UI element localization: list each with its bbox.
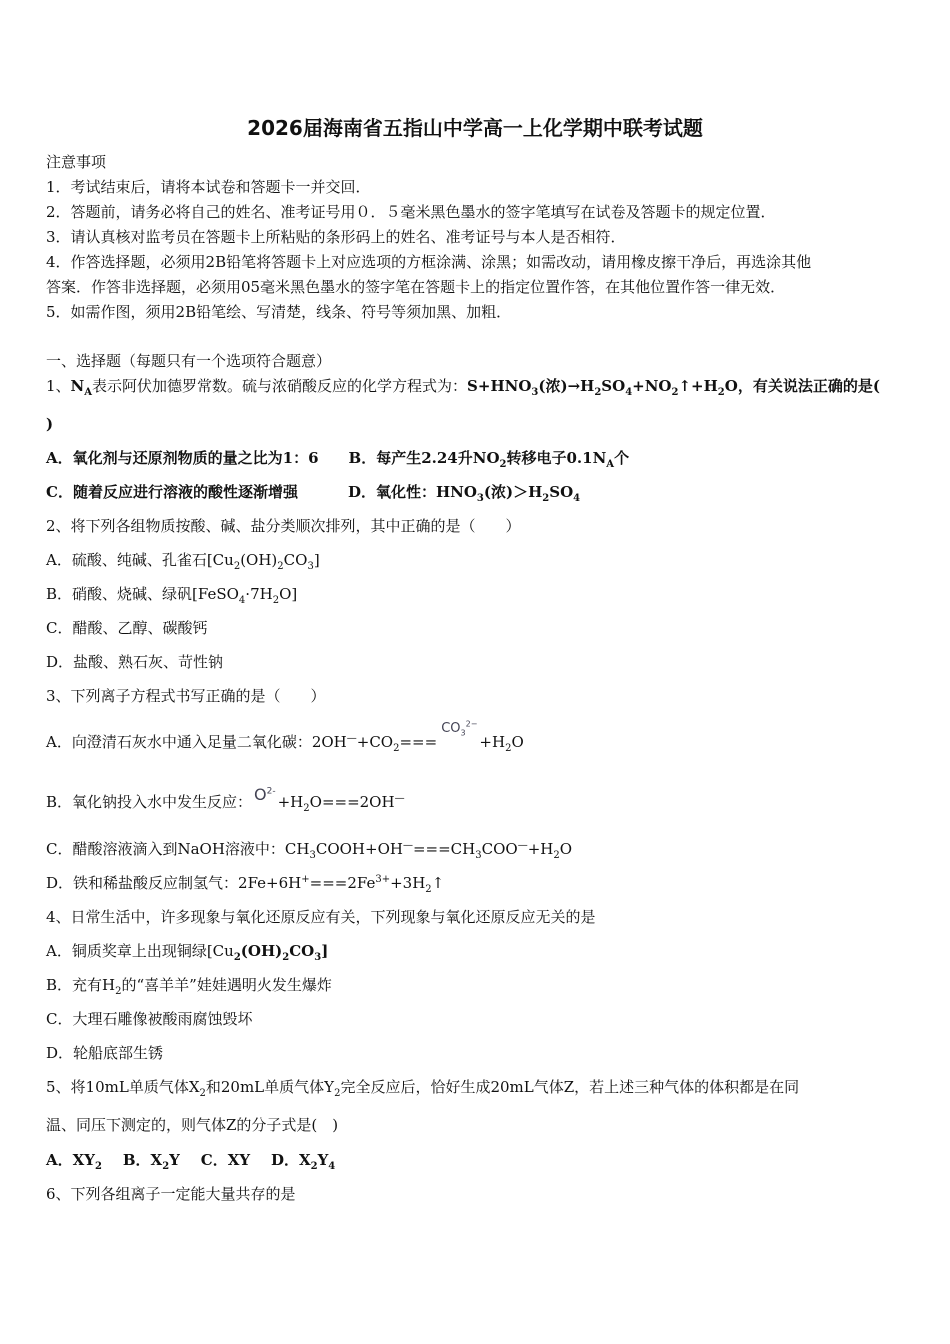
option-d: D．轮船底部生锈 [46,1044,164,1062]
option-b: B．充有$H_2$的“喜羊羊”娃娃遇明火发生爆炸 [46,976,332,997]
option-c: C．醋酸溶液滴入到NaOH溶液中：$CH_3COOH+OH^—===CH_3COO^—+H_2O$ [46,840,573,861]
option-a: A．向澄清石灰水中通入足量二氧化碳：$2OH^—+CO_2===CO_3^{2-}+H_2O$ [46,719,524,754]
option-c: C．醋酸、乙醇、碳酸钙 [46,619,208,637]
page-title: 2026届海南省五指山中学高一上化学期中联考试题 [247,116,703,140]
question-5-stem: 5、将10mL单质气体$X_2$和20mL单质气体$Y_2$完全反应后，恰好生成20mL气体Z，若上述三种气体的体积都是在同 [46,1078,800,1099]
question-1-stem: 1、$N_A$表示阿伏加德罗常数。硫与浓硝酸反应的化学方程式为：$S+HNO_3$(浓)$\to H_2SO_4+NO_2↑+H_2O$，有关说法正确的是( [46,377,880,398]
question-3-stem: 3、下列离子方程式书写正确的是（ ） [46,687,326,705]
question-2-stem: 2、将下列各组物质按酸、碱、盐分类顺次排列，其中正确的是（ ） [46,517,521,535]
option-b: B．氧化钠投入水中发生反应： $O^{2-}+H_2O===2OH^—$ [46,785,405,814]
option-b: B．每产生2.24升$NO_2$转移电子$0.1N_A$个 [348,449,630,470]
notice-item: 2．答题前，请务必将自己的姓名、准考证号用０．５毫米黑色墨水的签字笔填写在试卷及答题卡的规定位置． [46,203,776,221]
option-d: D．氧化性：$HNO_3$(浓)$>H_2SO_4$ [347,483,581,504]
question-1-options-ab [46,448,629,468]
option-b: B．$X_2Y$ [122,1151,180,1172]
notice-item: 5．如需作图，须用2B铅笔绘、写清楚，线条、符号等须加黑、加粗． [46,303,512,321]
notice-item: 答案．作答非选择题，必须用05毫米黑色墨水的签字笔在答题卡上的指定位置作答，在其他位置作答一律无效． [46,278,786,296]
option-a: A．铜质奖章上出现铜绿$[Cu_2(OH)_2CO_3]$ [46,942,329,963]
question-5-stem-cont: 温、同压下测定的，则气体Z的分子式是( ) [46,1116,339,1134]
option-d: D．盐酸、熟石灰、苛性钠 [46,653,224,671]
notice-heading: 注意事项 [46,153,107,171]
option-d: D．$X_2Y_4$ [270,1151,336,1172]
option-a: A．氧化剂与还原剂物质的量之比为1：6 [46,449,319,467]
option-a: A．硫酸、纯碱、孔雀石$[Cu_2(OH)_2CO_3]$ [46,551,320,572]
section-heading: 一、选择题（每题只有一个选项符合题意） [46,352,332,370]
option-c: C．XY [200,1151,251,1169]
question-6-stem: 6、下列各组离子一定能大量共存的是 [46,1185,296,1203]
oxide-ion-image: $O^{2-}$ [254,785,276,804]
option-c: C．随着反应进行溶液的酸性逐渐增强 [46,483,298,501]
option-c: C．大理石雕像被酸雨腐蚀毁坏 [46,1010,253,1028]
question-1-options-cd [46,482,580,502]
notice-item: 1．考试结束后，请将本试卷和答题卡一并交回． [46,178,371,196]
option-d: D．铁和稀盐酸反应制氢气：$2Fe+6H^+===2Fe^{3+}+3H_2↑$ [46,874,445,895]
question-4-stem: 4、日常生活中，许多现象与氧化还原反应有关，下列现象与氧化还原反应无关的是 [46,908,596,926]
question-1-close: ) [46,415,54,433]
option-a: A．$XY_2$ [46,1151,102,1172]
notice-item: 3．请认真核对监考员在答题卡上所粘贴的条形码上的姓名、准考证号与本人是否相符． [46,228,626,246]
carbonate-ion-image: $CO_3^{2-}$ [441,719,478,738]
question-5-options [46,1150,335,1170]
option-b: B．硝酸、烧碱、绿矾$[FeSO_4\cdot 7H_2O]$ [46,585,298,606]
notice-item: 4．作答选择题，必须用2B铅笔将答题卡上对应选项的方框涂满、涂黑；如需改动，请用橡皮擦干净后，再选涂其他 [46,253,812,271]
